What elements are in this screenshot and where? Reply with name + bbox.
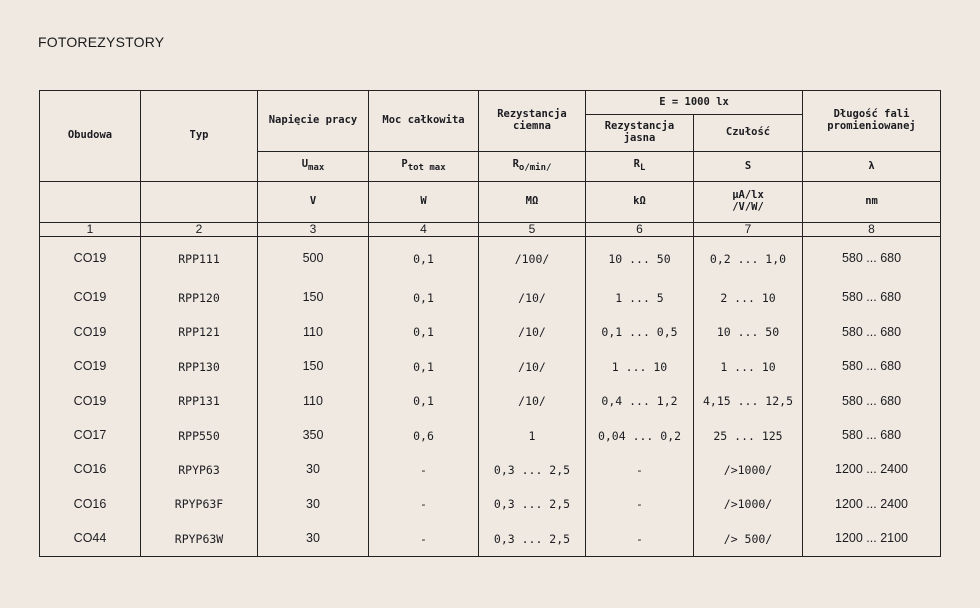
cell-typ: RPP121 bbox=[141, 315, 258, 349]
table-row bbox=[40, 488, 941, 522]
unit-lambda: nm bbox=[803, 182, 941, 223]
cell-czulosc: 25 ... 125 bbox=[694, 419, 803, 453]
cell-typ: RPP550 bbox=[141, 419, 258, 453]
cell-czulosc: 1 ... 10 bbox=[694, 350, 803, 384]
table-row bbox=[40, 315, 941, 349]
column-number: 8 bbox=[803, 222, 941, 236]
cell-typ: RPYP63F bbox=[141, 488, 258, 522]
cell-napiecie: 110 bbox=[258, 384, 369, 418]
cell-czulosc: />1000/ bbox=[694, 488, 803, 522]
column-number: 7 bbox=[694, 222, 803, 236]
cell-rezystancja-jasna: 1 ... 5 bbox=[586, 281, 694, 315]
header-dlugosc-fali: Długość fali promieniowanej bbox=[803, 91, 941, 152]
column-number: 3 bbox=[258, 222, 369, 236]
cell-obudowa: CO16 bbox=[40, 453, 141, 487]
cell-rezystancja-ciemna: 0,3 ... 2,5 bbox=[479, 488, 586, 522]
cell-dlugosc-fali: 1200 ... 2400 bbox=[803, 488, 941, 522]
cell-moc: 0,6 bbox=[369, 419, 479, 453]
cell-napiecie: 30 bbox=[258, 453, 369, 487]
cell-moc: 0,1 bbox=[369, 384, 479, 418]
cell-czulosc: /> 500/ bbox=[694, 522, 803, 557]
column-number: 5 bbox=[479, 222, 586, 236]
cell-napiecie: 500 bbox=[258, 236, 369, 281]
cell-rezystancja-ciemna: 0,3 ... 2,5 bbox=[479, 522, 586, 557]
column-number: 2 bbox=[141, 222, 258, 236]
cell-dlugosc-fali: 580 ... 680 bbox=[803, 419, 941, 453]
cell-napiecie: 150 bbox=[258, 281, 369, 315]
cell-dlugosc-fali: 580 ... 680 bbox=[803, 236, 941, 281]
unit-rl: kΩ bbox=[586, 182, 694, 223]
cell-rezystancja-jasna: 0,4 ... 1,2 bbox=[586, 384, 694, 418]
cell-rezystancja-jasna: 0,1 ... 0,5 bbox=[586, 315, 694, 349]
cell-rezystancja-jasna: - bbox=[586, 453, 694, 487]
cell-dlugosc-fali: 580 ... 680 bbox=[803, 281, 941, 315]
cell-napiecie: 350 bbox=[258, 419, 369, 453]
cell-rezystancja-ciemna: 0,3 ... 2,5 bbox=[479, 453, 586, 487]
column-number: 1 bbox=[40, 222, 141, 236]
cell-obudowa: CO19 bbox=[40, 281, 141, 315]
symbol-u: $U_{max}$ bbox=[258, 151, 369, 181]
photoresistor-table bbox=[39, 90, 941, 557]
cell-napiecie: 150 bbox=[258, 350, 369, 384]
unit-r0: MΩ bbox=[479, 182, 586, 223]
cell-rezystancja-ciemna: /10/ bbox=[479, 281, 586, 315]
symbol-lambda: λ bbox=[803, 151, 941, 181]
column-number: 4 bbox=[369, 222, 479, 236]
table-row bbox=[40, 236, 941, 281]
cell-dlugosc-fali: 580 ... 680 bbox=[803, 384, 941, 418]
table-row bbox=[40, 522, 941, 557]
cell-rezystancja-ciemna: /10/ bbox=[479, 384, 586, 418]
cell-moc: 0,1 bbox=[369, 315, 479, 349]
column-number-row bbox=[40, 222, 941, 236]
cell-typ: RPP131 bbox=[141, 384, 258, 418]
cell-moc: - bbox=[369, 453, 479, 487]
symbol-s: S bbox=[694, 151, 803, 181]
unit-s: µA/lx /V/W/ bbox=[694, 182, 803, 223]
symbol-p: $P_{tot max}$ bbox=[369, 151, 479, 181]
unit-u: V bbox=[258, 182, 369, 223]
cell-rezystancja-ciemna: /100/ bbox=[479, 236, 586, 281]
cell-napiecie: 30 bbox=[258, 522, 369, 557]
cell-moc: - bbox=[369, 488, 479, 522]
table-row bbox=[40, 281, 941, 315]
cell-dlugosc-fali: 580 ... 680 bbox=[803, 315, 941, 349]
header-row-group bbox=[40, 91, 941, 115]
cell-dlugosc-fali: 580 ... 680 bbox=[803, 350, 941, 384]
cell-moc: - bbox=[369, 522, 479, 557]
cell-napiecie: 110 bbox=[258, 315, 369, 349]
cell-rezystancja-jasna: 10 ... 50 bbox=[586, 236, 694, 281]
table-row bbox=[40, 419, 941, 453]
header-typ: Typ bbox=[141, 91, 258, 182]
cell-dlugosc-fali: 1200 ... 2100 bbox=[803, 522, 941, 557]
page-title: FOTOREZYSTORY bbox=[38, 34, 165, 50]
column-number: 6 bbox=[586, 222, 694, 236]
cell-moc: 0,1 bbox=[369, 236, 479, 281]
cell-obudowa: CO19 bbox=[40, 384, 141, 418]
cell-rezystancja-ciemna: /10/ bbox=[479, 350, 586, 384]
cell-rezystancja-ciemna: 1 bbox=[479, 419, 586, 453]
cell-obudowa: CO19 bbox=[40, 350, 141, 384]
cell-obudowa: CO16 bbox=[40, 488, 141, 522]
cell-czulosc: 2 ... 10 bbox=[694, 281, 803, 315]
symbol-r0: $R_{o/min/}$ bbox=[479, 151, 586, 181]
cell-czulosc: 10 ... 50 bbox=[694, 315, 803, 349]
cell-rezystancja-jasna: - bbox=[586, 522, 694, 557]
unit-p: W bbox=[369, 182, 479, 223]
cell-typ: RPP120 bbox=[141, 281, 258, 315]
table-row bbox=[40, 384, 941, 418]
cell-rezystancja-ciemna: /10/ bbox=[479, 315, 586, 349]
cell-moc: 0,1 bbox=[369, 281, 479, 315]
cell-obudowa: CO19 bbox=[40, 236, 141, 281]
header-napiecie: Napięcie pracy bbox=[258, 91, 369, 152]
header-rezystancja-ciemna: Rezystancja ciemna bbox=[479, 91, 586, 152]
cell-rezystancja-jasna: - bbox=[586, 488, 694, 522]
header-rezystancja-jasna: Rezystancja jasna bbox=[586, 115, 694, 151]
header-moc: Moc całkowita bbox=[369, 91, 479, 152]
cell-typ: RPP111 bbox=[141, 236, 258, 281]
cell-obudowa: CO44 bbox=[40, 522, 141, 557]
header-czulosc: Czułość bbox=[694, 115, 803, 151]
units-row bbox=[40, 182, 941, 223]
cell-rezystancja-jasna: 1 ... 10 bbox=[586, 350, 694, 384]
table-row bbox=[40, 350, 941, 384]
cell-czulosc: 0,2 ... 1,0 bbox=[694, 236, 803, 281]
cell-typ: RPYP63 bbox=[141, 453, 258, 487]
header-group-e: E = 1000 lx bbox=[586, 91, 803, 115]
cell-obudowa: CO17 bbox=[40, 419, 141, 453]
cell-typ: RPP130 bbox=[141, 350, 258, 384]
cell-napiecie: 30 bbox=[258, 488, 369, 522]
table-row bbox=[40, 453, 941, 487]
cell-dlugosc-fali: 1200 ... 2400 bbox=[803, 453, 941, 487]
cell-czulosc: />1000/ bbox=[694, 453, 803, 487]
cell-czulosc: 4,15 ... 12,5 bbox=[694, 384, 803, 418]
symbol-rl: $R_L$ bbox=[586, 151, 694, 181]
cell-rezystancja-jasna: 0,04 ... 0,2 bbox=[586, 419, 694, 453]
header-obudowa: Obudowa bbox=[40, 91, 141, 182]
cell-typ: RPYP63W bbox=[141, 522, 258, 557]
cell-obudowa: CO19 bbox=[40, 315, 141, 349]
cell-moc: 0,1 bbox=[369, 350, 479, 384]
